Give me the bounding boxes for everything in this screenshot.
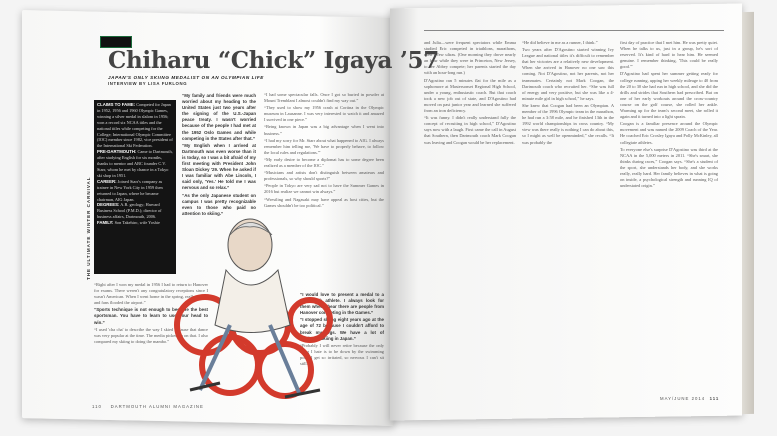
sidebar-entry: CAREER: Joined Starr's company as trainee in New York City in 1959 then returned to Japan, where he became chairman, AIG Japan. [97,178,163,202]
text-column: and Julia—were frequent spectators while Emma studied Eric competed in triathlons, marathons, even a few ultras. (One morning they drove nearly an hour while they were in Princeton, New Jersey, to see Abbey compete; her parents started the day with an hour-long run.) D'Agostino ran 5 minutes flat for the mile as a sophomore at Mastersonset Regional High School, under a young, enthusiastic coach. But that coach took a new job out of state, and D'Agostino had moved on past junior year and learned she suffered from an iron deficiency. “It was funny. I didn't really understand fully the concept of recruiting in high school,” D'Agostino says now with a laugh. First came the call in August that Southern, then Dartmouth coach Mark Coogan was leaving and Coogan would be her replacement. [424,40,516,145]
text-column: first day of practice that I met him. He was pretty quiet. When he talks to us, just in a group, he's sort of reserved. It's kind of hard to hear him. He seemed genuine. I remember thinking, 'This could be really good.'” D'Agostino had spent her summer getting ready for college running, upping her weekly mileage to 40 from the 20 to 30 she had run in high school, and she did the drills and strides that Southern had prescribed. But on one of her early workouts around the cross-country course on the golf course, she rolled her ankle. Warming up for the team's second meet, she rolled it again and it turned into a light sprain. Coogan is a familiar presence around the Olympic movement and was named the 2009 Coach of the Year. He coached Eric Crosley Igaya and Polly McKinley, all collegiate athletes. To everyone else's surprise D'Agostino was third at the NCAA in the 5,000 meters in 2011. “She's smart, she thinks during races,” Coogan says. “She's a student of the sport, she understands her body, and she works really, really hard. Her family believes in what is going on inside, a psychological strength and running IQ of understated origin.” [620,40,718,189]
text-column: “I would love to present a medal to a Dartmouth athlete. I always look for them when I hear there are people from Hanover competing in the Games.” “I stopped skiing eight years ago at the age of 72 because I couldn't afford to break my legs. We have a lot of hardware skiing in Japan.” “Probably I will never retire because the only thing I hate is to be down by the swimming pool. I get so irritated, so nervous I can't sit still.” [300,292,384,367]
article-subtitle: JAPAN'S ONLY SKIING MEDALIST ON AN OLYMPIAN LIFE [108,75,264,80]
text-column: “I had some spectacular falls. Once I got so buried in powder at Mount Tremblant I almost couldn't find my way out.” “They used to show my 1956 crash at Cortina in the Olympic museum in Lausanne. I was very interested to watch it and amazed I survived in one piece.” “Being known in Japan was a big advantage when I went into business.” “I had my sorry for Mr. Starr about what happened to AIG. I always remember him telling me, 'We have to properly behave, to follow the local rules and regulations.'” “My early desire to become a diplomat has to some degree been realized as a member of the IOC.” “Musicians and artists don't distinguish between amateurs and professionals, so why should sports?” “People in Tokyo are very sad not to have the Summer Games in 2016 but realize we cannot win always.” “Wrestling and Nagasaki may have appeal as host cities, but the Games shouldn't be too political.” [264,92,384,208]
section-label: THE ULTIMATE WINTER CARNIVAL [86,176,91,280]
article-title: Chiharu “Chick” Igaya ’57 [108,47,439,74]
folio-left: 110 DARTMOUTH ALUMNI MAGAZINE [92,404,204,409]
sidebar-entry: PRE-DARTMOUTH: Came to Dartmouth, after studying English for six months, thanks to mentor and ABC founder C.V. Starr, whom he met by chance in a Tokyo ski shop in 1951. [97,149,173,178]
caricature-illustration [160,205,335,405]
page-edges [742,12,754,414]
sidebar-entry: CLAIMS TO FAME: Competed for Japan in 1952, 1956 and 1960 Olympic Games, winning a silver medal in slalom in 1956; won a record six NCAA titles and the national titles while competing for the College; International Olympic Committee (IOC) member since 1982, vice president of the International Ski Federation. [97,102,173,149]
sidebar-entry: FAMILY: Son Takehiro, wife Yoshie [97,220,160,226]
sidebar-entry: DEGREES: A.B. geology; Harvard Business School (P.M.D.); director of business affairs, Dartmouth, 2006. [97,202,162,220]
header-rule [424,30,724,31]
text-column: “Right after I won my medal in 1956 I had to return to Hanover for exams. There weren't any congratulatory receptions since I wasn't American. When I went home in the spring, really people and fans flooded the airport.” “Sports technique is not enough to become the best sportsman. You have to learn to use your head to win.” “I used 'cha cha' to describe the way I skied because that dance was very popular at the time. The media picked up on that. I also compared my skiing to doing the mambo.” [94,282,208,344]
text-column: “He did believe in me as a runner, I think.” Two years after D'Agostino started winning Ivy League and national titles it's difficult to remember that her victories are a relatively new development. When she arrived in Hanover no one saw this coming. Not D'Agostino, not her parents, not her teammates. Certainly not Mark Coogan, the Dartmouth coach who recruited her. “She was full of energy and very positive, but she was like a 4-minute mile girl in high school,” he says. She knew that Coogan had been an Olympian. A member of the 1996 Olympic team in the marathon, he had run a 3:58 mile, and he finished 13th in the 1992 world championships in cross country. “My view was there really is nothing I can do about this, so I might as well be openminded,” she recalls. “It was probably the [522,40,614,145]
folio-right: MAY/JUNE 2014 111 [660,396,720,401]
byline: INTERVIEW BY LISA FURLONG [108,81,188,86]
text-column: “My family and friends were much worried about my heading to the United States just two years after the signing of the U.S.-Japan peace treaty. I wasn't worried because of the people I had met at the 1952 Oslo Games and while competing in the States after that.” “My English when I arrived at Dartmouth was even worse than it is today, so I was a bit afraid of my first meeting with President John Sloan Dickey '29. When he asked if I was familiar with Abe Lincoln, I said only, 'Yes.' He told me I was nervous and so relax.” “As the only Japanese student on campus I was pretty recognizable even to those who paid no attention to skiing.” [182,93,256,216]
